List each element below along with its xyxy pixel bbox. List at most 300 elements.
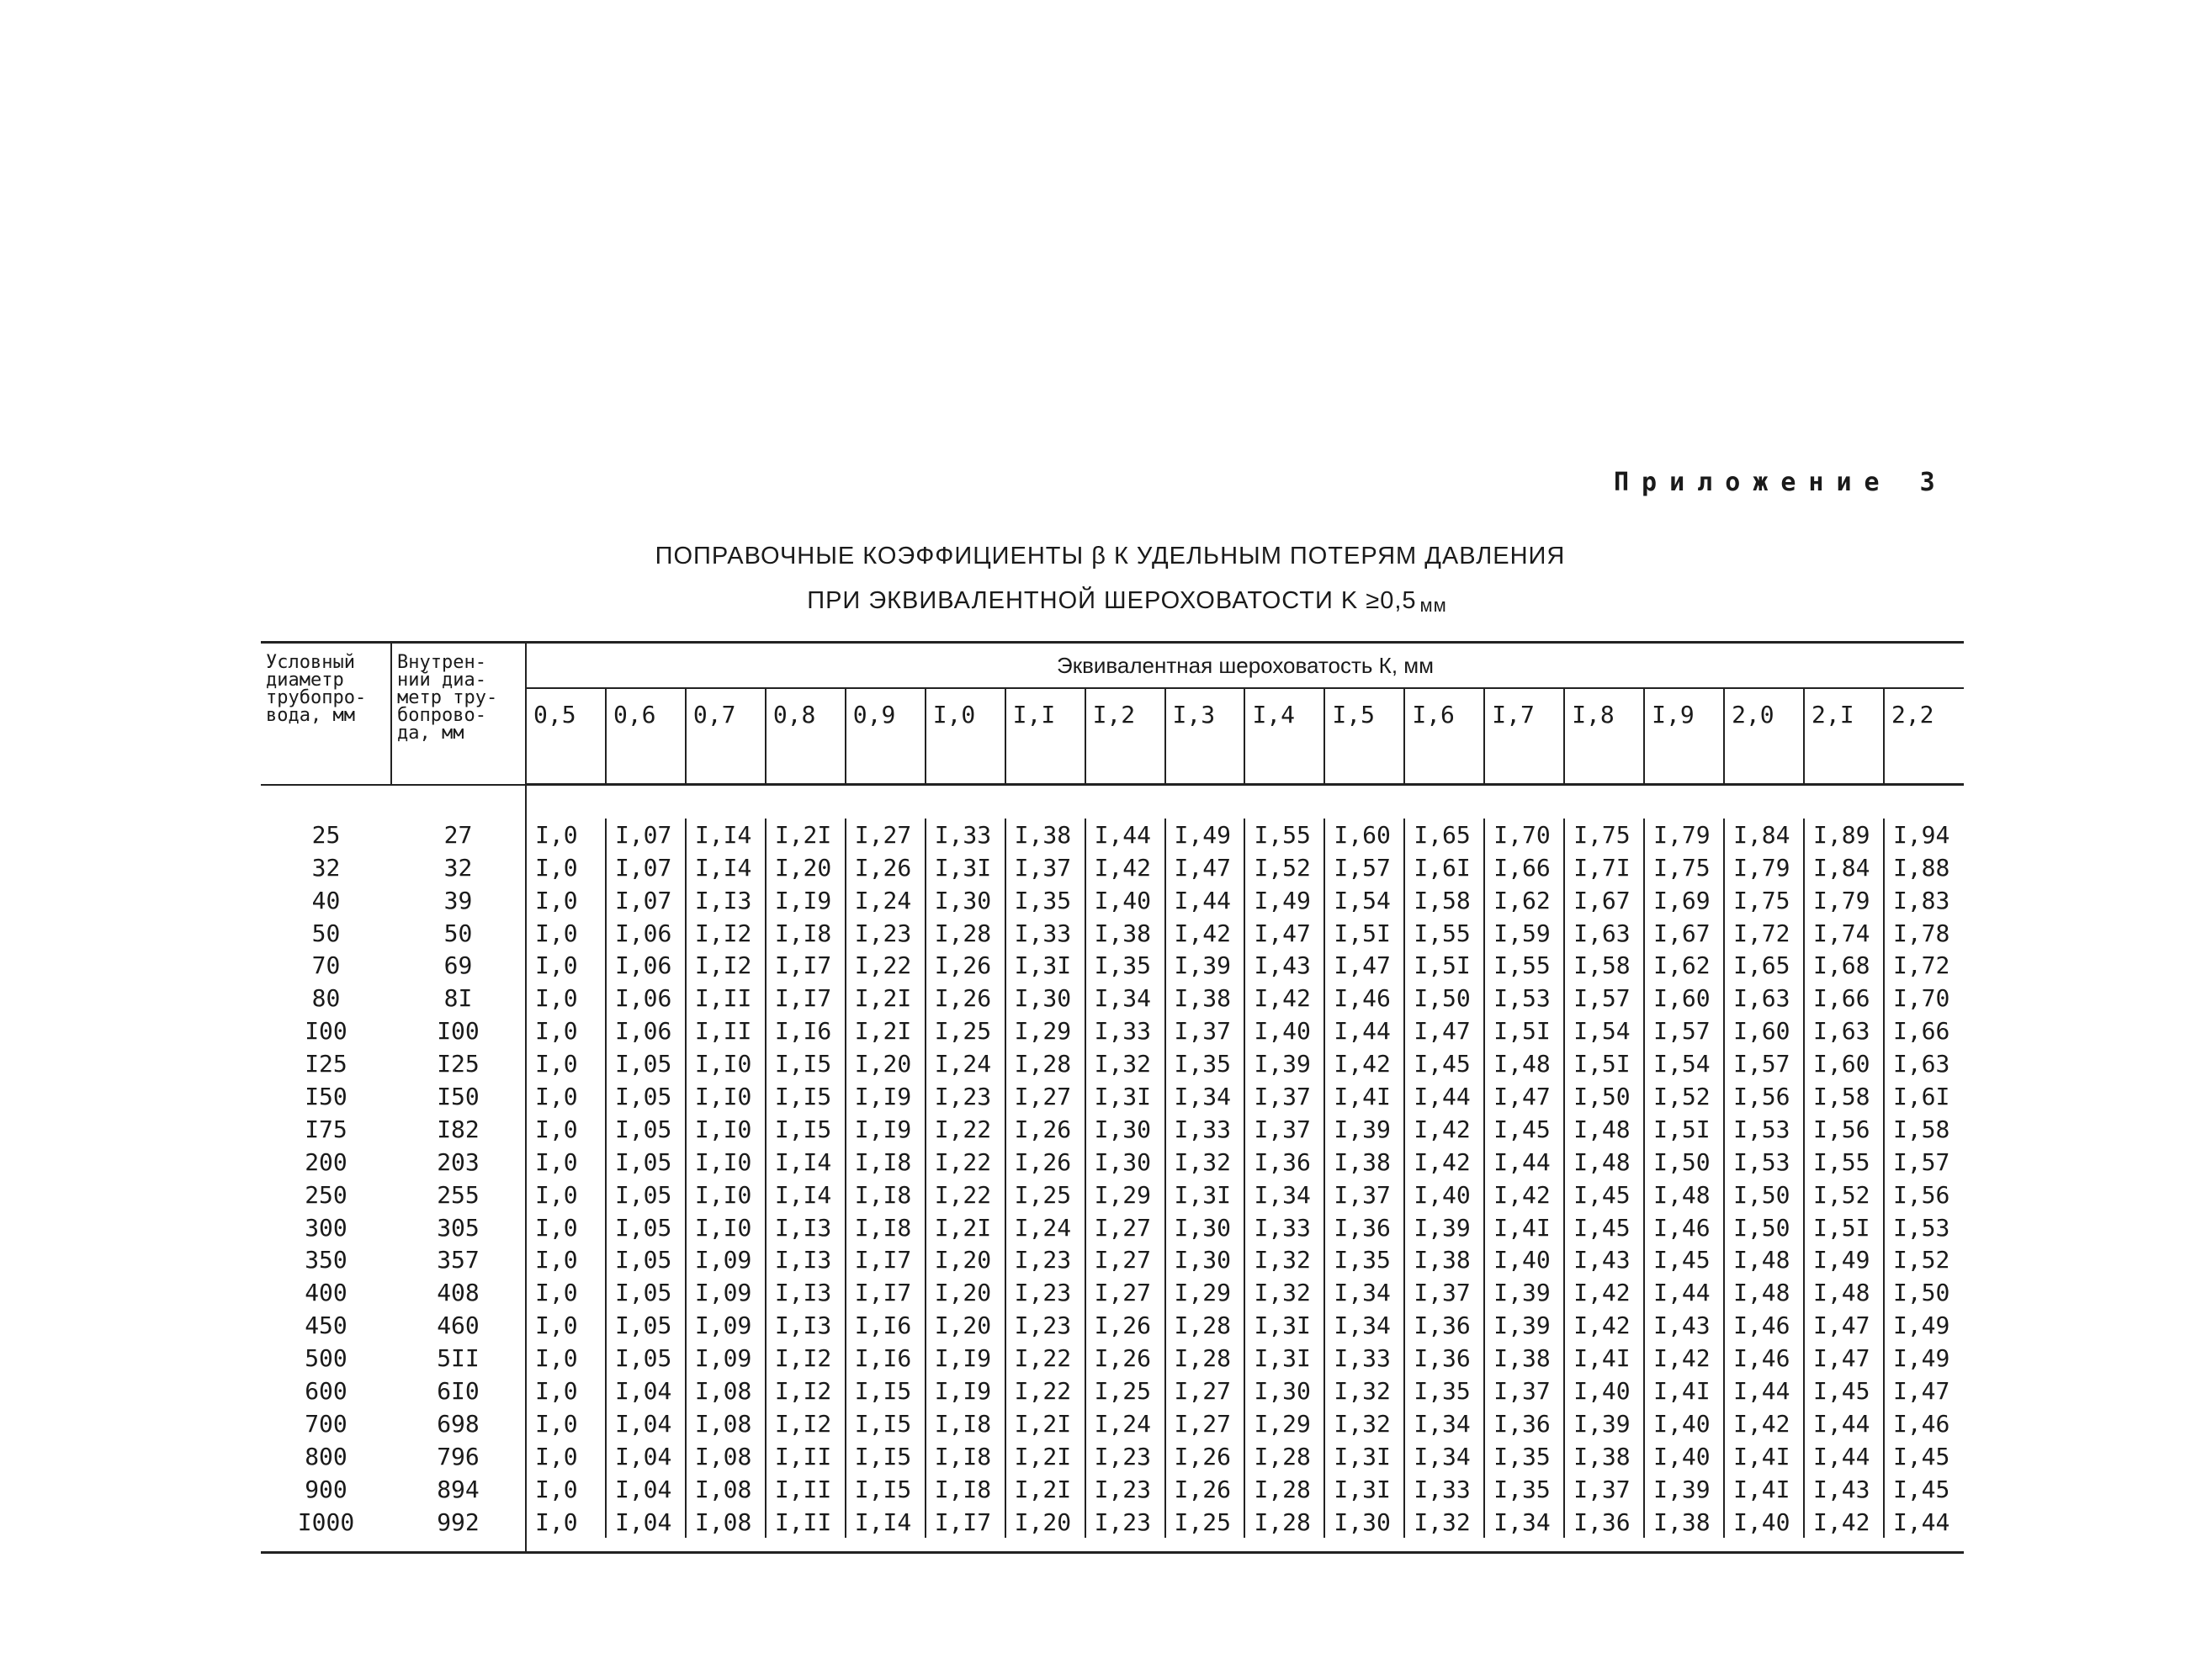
coefficient-cell: I,22 bbox=[1005, 1375, 1085, 1407]
appendix-label: Приложение 3 bbox=[1614, 468, 1948, 497]
header-nominal-diameter-line: Условный bbox=[266, 652, 355, 673]
coefficient-cell: I,5I bbox=[1324, 917, 1404, 950]
coefficient-cell: I,29 bbox=[1244, 1407, 1324, 1440]
coefficient-cell: I,3I bbox=[926, 851, 1005, 884]
coefficient-cell: I,52 bbox=[1644, 1080, 1724, 1113]
coefficient-cell: I,40 bbox=[1484, 1243, 1564, 1276]
header-roughness-group: Эквивалентная шероховатость К, мм bbox=[526, 643, 1964, 689]
coefficient-cell: I,40 bbox=[1404, 1179, 1484, 1211]
coefficient-cell: I,32 bbox=[1324, 1375, 1404, 1407]
nominal-diameter-cell: 32 bbox=[311, 853, 341, 882]
coefficient-cell: I,67 bbox=[1564, 884, 1644, 917]
coefficient-cell: I,42 bbox=[1484, 1179, 1564, 1211]
coefficient-cell: I,I8 bbox=[926, 1440, 1005, 1473]
coefficient-cell: I,I9 bbox=[846, 1080, 926, 1113]
coefficient-cell: I,72 bbox=[1884, 949, 1964, 982]
coefficient-cell: I,26 bbox=[1165, 1473, 1245, 1506]
coefficient-cell: I,43 bbox=[1804, 1473, 1884, 1506]
inner-diameter-cell: 408 bbox=[391, 1276, 526, 1309]
coefficient-cell: I,I5 bbox=[846, 1473, 926, 1506]
coefficient-cell: I,0 bbox=[526, 1407, 606, 1440]
table-row bbox=[261, 1473, 1964, 1506]
coefficient-cell: I,39 bbox=[1404, 1211, 1484, 1244]
coefficient-cell: I,39 bbox=[1165, 949, 1245, 982]
coefficient-cell: I,26 bbox=[1085, 1309, 1165, 1342]
coefficient-cell: I,I3 bbox=[686, 884, 766, 917]
coefficient-cell: I,45 bbox=[1564, 1179, 1644, 1211]
table-row bbox=[261, 1015, 1964, 1047]
coefficient-cell: I,37 bbox=[1244, 1080, 1324, 1113]
coefficient-cell: I,75 bbox=[1644, 851, 1724, 884]
nominal-diameter-cell: 250 bbox=[305, 1180, 347, 1209]
coefficient-cell: I,33 bbox=[1324, 1342, 1404, 1375]
coefficient-cell: I,46 bbox=[1724, 1342, 1804, 1375]
coefficient-cell: I,78 bbox=[1884, 917, 1964, 950]
table-row bbox=[261, 819, 1964, 851]
coefficient-cell: I,39 bbox=[1484, 1276, 1564, 1309]
coefficient-cell: I,4I bbox=[1484, 1211, 1564, 1244]
coefficient-cell: I,0 bbox=[526, 1309, 606, 1342]
header-inner-diameter-line: да, мм bbox=[397, 723, 464, 744]
coefficient-cell: I,63 bbox=[1804, 1015, 1884, 1047]
coefficient-cell: I,56 bbox=[1724, 1080, 1804, 1113]
coefficient-cell: I,42 bbox=[1165, 917, 1245, 950]
coefficient-cell: I,42 bbox=[1724, 1407, 1804, 1440]
coefficient-cell: I,57 bbox=[1884, 1146, 1964, 1179]
coefficient-cell: I,28 bbox=[1165, 1342, 1245, 1375]
table-title-units: мм bbox=[1419, 595, 1447, 616]
coefficient-cell: I,37 bbox=[1244, 1113, 1324, 1146]
inner-diameter-cell: 69 bbox=[391, 949, 526, 982]
coefficient-cell: I,44 bbox=[1644, 1276, 1724, 1309]
coefficient-cell: I,25 bbox=[1165, 1506, 1245, 1539]
coefficient-cell: I,60 bbox=[1324, 819, 1404, 851]
coefficient-cell: I,75 bbox=[1564, 819, 1644, 851]
table-row bbox=[261, 1080, 1964, 1113]
coefficient-cell: I,05 bbox=[606, 1113, 686, 1146]
roughness-header-cell: I,3 bbox=[1165, 688, 1245, 785]
coefficient-cell: I,58 bbox=[1884, 1113, 1964, 1146]
coefficient-cell: I,40 bbox=[1244, 1015, 1324, 1047]
coefficient-cell: I,57 bbox=[1324, 851, 1404, 884]
nominal-diameter-cell: I00 bbox=[305, 1017, 347, 1046]
coefficient-cell: I,28 bbox=[1165, 1309, 1245, 1342]
roughness-header-cell: I,9 bbox=[1644, 688, 1724, 785]
inner-diameter-cell: 8I bbox=[391, 982, 526, 1015]
coefficient-cell: I,25 bbox=[926, 1015, 1005, 1047]
coefficient-cell: I,II bbox=[686, 1015, 766, 1047]
coefficient-cell: I,74 bbox=[1804, 917, 1884, 950]
coefficient-cell: I,5I bbox=[1564, 1047, 1644, 1080]
roughness-header-cell: I,4 bbox=[1244, 688, 1324, 785]
table-row bbox=[261, 1243, 1964, 1276]
coefficient-cell: I,42 bbox=[1324, 1047, 1404, 1080]
coefficient-cell: I,48 bbox=[1644, 1179, 1724, 1211]
coefficient-cell: I,0 bbox=[526, 1440, 606, 1473]
coefficient-cell: I,42 bbox=[1804, 1506, 1884, 1539]
coefficient-cell: I,34 bbox=[1165, 1080, 1245, 1113]
coefficient-cell: I,I4 bbox=[766, 1146, 846, 1179]
coefficient-cell: I,28 bbox=[1005, 1047, 1085, 1080]
coefficient-cell: I,20 bbox=[846, 1047, 926, 1080]
coefficient-cell: I,I5 bbox=[846, 1440, 926, 1473]
nominal-diameter-cell: 500 bbox=[305, 1344, 347, 1373]
coefficient-cell: I,49 bbox=[1165, 819, 1245, 851]
coefficient-cell: I,I4 bbox=[686, 819, 766, 851]
table-row bbox=[261, 949, 1964, 982]
roughness-header-cell: 0,8 bbox=[766, 688, 846, 785]
coefficient-cell: I,44 bbox=[1724, 1375, 1804, 1407]
coefficient-cell: I,3I bbox=[1324, 1473, 1404, 1506]
coefficient-cell: I,I0 bbox=[686, 1179, 766, 1211]
coefficient-cell: I,38 bbox=[1005, 819, 1085, 851]
table-row bbox=[261, 1506, 1964, 1539]
coefficient-cell: I,5I bbox=[1804, 1211, 1884, 1244]
coefficient-cell: I,0 bbox=[526, 1506, 606, 1539]
coefficient-cell: I,38 bbox=[1644, 1506, 1724, 1539]
coefficient-cell: I,50 bbox=[1644, 1146, 1724, 1179]
nominal-diameter-cell: 40 bbox=[311, 886, 341, 914]
coefficient-cell: I,47 bbox=[1804, 1342, 1884, 1375]
coefficient-cell: I,47 bbox=[1165, 851, 1245, 884]
coefficient-cell: I,2I bbox=[926, 1211, 1005, 1244]
coefficient-cell: I,66 bbox=[1884, 1015, 1964, 1047]
coefficient-cell: I,45 bbox=[1804, 1375, 1884, 1407]
nominal-diameter-cell: 200 bbox=[305, 1147, 347, 1176]
coefficient-cell: I,33 bbox=[1244, 1211, 1324, 1244]
coefficient-cell: I,59 bbox=[1484, 917, 1564, 950]
table-row bbox=[261, 1309, 1964, 1342]
coefficient-cell: I,0 bbox=[526, 949, 606, 982]
coefficient-cell: I,I2 bbox=[766, 1375, 846, 1407]
coefficient-cell: I,I4 bbox=[766, 1179, 846, 1211]
coefficient-cell: I,I3 bbox=[766, 1243, 846, 1276]
coefficient-cell: I,35 bbox=[1085, 949, 1165, 982]
coefficient-cell: I,26 bbox=[846, 851, 926, 884]
roughness-header-cell: 2,I bbox=[1804, 688, 1884, 785]
coefficient-cell: I,84 bbox=[1724, 819, 1804, 851]
coefficient-cell: I,3I bbox=[1244, 1309, 1324, 1342]
coefficient-cell: I,I6 bbox=[846, 1309, 926, 1342]
coefficient-cell: I,34 bbox=[1484, 1506, 1564, 1539]
coefficient-cell: I,5I bbox=[1644, 1113, 1724, 1146]
coefficient-cell: I,56 bbox=[1804, 1113, 1884, 1146]
inner-diameter-cell: 796 bbox=[391, 1440, 526, 1473]
coefficient-cell: I,40 bbox=[1644, 1407, 1724, 1440]
coefficient-cell: I,09 bbox=[686, 1243, 766, 1276]
coefficient-cell: I,I6 bbox=[846, 1342, 926, 1375]
coefficient-cell: I,II bbox=[766, 1473, 846, 1506]
coefficient-cell: I,30 bbox=[1165, 1211, 1245, 1244]
coefficient-cell: I,I4 bbox=[686, 851, 766, 884]
coefficient-cell: I,34 bbox=[1324, 1276, 1404, 1309]
coefficient-cell: I,0 bbox=[526, 1243, 606, 1276]
coefficient-cell: I,39 bbox=[1564, 1407, 1644, 1440]
inner-diameter-cell: 305 bbox=[391, 1211, 526, 1244]
inner-diameter-cell: 255 bbox=[391, 1179, 526, 1211]
coefficient-cell: I,0 bbox=[526, 1047, 606, 1080]
coefficient-cell: I,32 bbox=[1244, 1243, 1324, 1276]
coefficient-cell: I,2I bbox=[766, 819, 846, 851]
coefficient-cell: I,37 bbox=[1165, 1015, 1245, 1047]
inner-diameter-cell: 992 bbox=[391, 1506, 526, 1539]
coefficient-cell: I,29 bbox=[1085, 1179, 1165, 1211]
nominal-diameter-cell: 70 bbox=[311, 951, 341, 980]
coefficient-cell: I,75 bbox=[1724, 884, 1804, 917]
table-row bbox=[261, 1047, 1964, 1080]
coefficient-cell: I,37 bbox=[1005, 851, 1085, 884]
coefficient-cell: I,60 bbox=[1644, 982, 1724, 1015]
coefficient-cell: I,20 bbox=[766, 851, 846, 884]
table-row bbox=[261, 1276, 1964, 1309]
coefficient-cell: I,32 bbox=[1404, 1506, 1484, 1539]
coefficient-cell: I,0 bbox=[526, 819, 606, 851]
coefficient-cell: I,0 bbox=[526, 982, 606, 1015]
coefficient-cell: I,23 bbox=[846, 917, 926, 950]
coefficient-cell: I,65 bbox=[1724, 949, 1804, 982]
coefficient-cell: I,47 bbox=[1404, 1015, 1484, 1047]
coefficient-cell: I,I7 bbox=[766, 982, 846, 1015]
coefficient-cell: I,32 bbox=[1244, 1276, 1324, 1309]
table-row bbox=[261, 1211, 1964, 1244]
coefficient-cell: I,07 bbox=[606, 851, 686, 884]
inner-diameter-cell: 5II bbox=[391, 1342, 526, 1375]
roughness-header-cell: 0,9 bbox=[846, 688, 926, 785]
coefficient-cell: I,42 bbox=[1085, 851, 1165, 884]
coefficient-cell: I,I6 bbox=[766, 1015, 846, 1047]
coefficient-cell: I,89 bbox=[1804, 819, 1884, 851]
coefficient-cell: I,I2 bbox=[686, 949, 766, 982]
coefficient-cell: I,36 bbox=[1404, 1342, 1484, 1375]
inner-diameter-cell: 27 bbox=[391, 819, 526, 851]
roughness-header-cell: I,I bbox=[1005, 688, 1085, 785]
coefficient-cell: I,27 bbox=[846, 819, 926, 851]
coefficient-cell: I,26 bbox=[1165, 1440, 1245, 1473]
coefficient-cell: I,46 bbox=[1724, 1309, 1804, 1342]
coefficient-cell: I,0 bbox=[526, 851, 606, 884]
coefficient-cell: I,35 bbox=[1165, 1047, 1245, 1080]
coefficient-cell: I,28 bbox=[1244, 1506, 1324, 1539]
coefficient-cell: I,04 bbox=[606, 1506, 686, 1539]
coefficient-cell: I,28 bbox=[926, 917, 1005, 950]
coefficient-cell: I,83 bbox=[1884, 884, 1964, 917]
coefficient-cell: I,39 bbox=[1324, 1113, 1404, 1146]
nominal-diameter-cell: 50 bbox=[311, 919, 341, 947]
coefficient-cell: I,0 bbox=[526, 1342, 606, 1375]
coefficient-cell: I,48 bbox=[1564, 1146, 1644, 1179]
coefficients-table-wrapper bbox=[261, 641, 1964, 1554]
coefficient-cell: I,38 bbox=[1484, 1342, 1564, 1375]
coefficient-cell: I,48 bbox=[1724, 1243, 1804, 1276]
coefficient-cell: I,I3 bbox=[766, 1211, 846, 1244]
coefficient-cell: I,II bbox=[686, 982, 766, 1015]
coefficient-cell: I,44 bbox=[1804, 1407, 1884, 1440]
coefficient-cell: I,5I bbox=[1404, 949, 1484, 982]
coefficient-cell: I,I2 bbox=[766, 1342, 846, 1375]
inner-diameter-cell: I00 bbox=[391, 1015, 526, 1047]
coefficient-cell: I,50 bbox=[1724, 1211, 1804, 1244]
coefficient-cell: I,22 bbox=[1005, 1342, 1085, 1375]
header-inner-diameter-line: Внутрен- bbox=[397, 652, 486, 673]
coefficient-cell: I,34 bbox=[1324, 1309, 1404, 1342]
nominal-diameter-cell: I25 bbox=[305, 1050, 347, 1078]
coefficient-cell: I,70 bbox=[1884, 982, 1964, 1015]
coefficient-cell: I,30 bbox=[926, 884, 1005, 917]
coefficient-cell: I,I8 bbox=[846, 1146, 926, 1179]
table-body bbox=[261, 785, 1964, 1539]
coefficient-cell: I,50 bbox=[1404, 982, 1484, 1015]
coefficient-cell: I,60 bbox=[1804, 1047, 1884, 1080]
coefficient-cell: I,24 bbox=[926, 1047, 1005, 1080]
coefficient-cell: I,I5 bbox=[846, 1407, 926, 1440]
header-nominal-diameter-line: диаметр bbox=[266, 670, 344, 691]
coefficient-cell: I,34 bbox=[1404, 1407, 1484, 1440]
coefficient-cell: I,44 bbox=[1085, 819, 1165, 851]
coefficient-cell: I,20 bbox=[1005, 1506, 1085, 1539]
coefficient-cell: I,42 bbox=[1244, 982, 1324, 1015]
coefficient-cell: I,06 bbox=[606, 917, 686, 950]
coefficient-cell: I,07 bbox=[606, 819, 686, 851]
coefficient-cell: I,36 bbox=[1244, 1146, 1324, 1179]
coefficient-cell: I,05 bbox=[606, 1047, 686, 1080]
coefficient-cell: I,5I bbox=[1484, 1015, 1564, 1047]
coefficient-cell: I,26 bbox=[926, 982, 1005, 1015]
coefficient-cell: I,0 bbox=[526, 1211, 606, 1244]
coefficient-cell: I,05 bbox=[606, 1276, 686, 1309]
coefficient-cell: I,45 bbox=[1484, 1113, 1564, 1146]
nominal-diameter-cell: 300 bbox=[305, 1213, 347, 1242]
coefficient-cell: I,52 bbox=[1244, 851, 1324, 884]
table-row bbox=[261, 982, 1964, 1015]
coefficient-cell: I,I9 bbox=[846, 1113, 926, 1146]
nominal-diameter-cell: I000 bbox=[297, 1507, 355, 1536]
coefficient-cell: I,04 bbox=[606, 1375, 686, 1407]
coefficient-cell: I,08 bbox=[686, 1440, 766, 1473]
nominal-diameter-cell: 400 bbox=[305, 1279, 347, 1307]
coefficient-cell: I,I7 bbox=[926, 1506, 1005, 1539]
coefficient-cell: I,35 bbox=[1005, 884, 1085, 917]
coefficient-cell: I,36 bbox=[1324, 1211, 1404, 1244]
coefficient-cell: I,46 bbox=[1644, 1211, 1724, 1244]
coefficient-cell: I,44 bbox=[1884, 1506, 1964, 1539]
coefficient-cell: I,08 bbox=[686, 1506, 766, 1539]
coefficient-cell: I,0 bbox=[526, 1276, 606, 1309]
inner-diameter-cell: 50 bbox=[391, 917, 526, 950]
coefficient-cell: I,37 bbox=[1484, 1375, 1564, 1407]
coefficient-cell: I,49 bbox=[1884, 1342, 1964, 1375]
coefficient-cell: I,33 bbox=[1005, 917, 1085, 950]
coefficient-cell: I,08 bbox=[686, 1375, 766, 1407]
coefficient-cell: I,35 bbox=[1404, 1375, 1484, 1407]
nominal-diameter-cell: I75 bbox=[305, 1115, 347, 1143]
coefficient-cell: I,36 bbox=[1404, 1309, 1484, 1342]
coefficient-cell: I,05 bbox=[606, 1080, 686, 1113]
coefficient-cell: I,I0 bbox=[686, 1211, 766, 1244]
header-inner-diameter-line: ний диа- bbox=[397, 670, 486, 691]
coefficient-cell: I,32 bbox=[1085, 1047, 1165, 1080]
coefficient-cell: I,37 bbox=[1404, 1276, 1484, 1309]
coefficient-cell: I,52 bbox=[1884, 1243, 1964, 1276]
coefficient-cell: I,50 bbox=[1724, 1179, 1804, 1211]
coefficient-cell: I,39 bbox=[1644, 1473, 1724, 1506]
coefficient-cell: I,I7 bbox=[846, 1243, 926, 1276]
coefficient-cell: I,53 bbox=[1484, 982, 1564, 1015]
coefficient-cell: I,I0 bbox=[686, 1113, 766, 1146]
coefficient-cell: I,53 bbox=[1724, 1113, 1804, 1146]
coefficient-cell: I,47 bbox=[1484, 1080, 1564, 1113]
coefficient-cell: I,2I bbox=[1005, 1473, 1085, 1506]
table-title-line-1: ПОПРАВОЧНЫЕ КОЭФФИЦИЕНТЫ β К УДЕЛЬНЫМ ПОТЕРЯМ ДАВЛЕНИЯ bbox=[655, 543, 1566, 570]
coefficient-cell: I,38 bbox=[1085, 917, 1165, 950]
inner-diameter-cell: 894 bbox=[391, 1473, 526, 1506]
inner-diameter-cell: 6I0 bbox=[391, 1375, 526, 1407]
coefficient-cell: I,05 bbox=[606, 1342, 686, 1375]
coefficient-cell: I,36 bbox=[1564, 1506, 1644, 1539]
coefficient-cell: I,43 bbox=[1244, 949, 1324, 982]
coefficient-cell: I,44 bbox=[1324, 1015, 1404, 1047]
coefficient-cell: I,28 bbox=[1244, 1473, 1324, 1506]
coefficient-cell: I,68 bbox=[1804, 949, 1884, 982]
coefficient-cell: I,24 bbox=[1005, 1211, 1085, 1244]
coefficient-cell: I,20 bbox=[926, 1309, 1005, 1342]
coefficient-cell: I,23 bbox=[1085, 1473, 1165, 1506]
coefficient-cell: I,0 bbox=[526, 884, 606, 917]
coefficient-cell: I,20 bbox=[926, 1243, 1005, 1276]
coefficient-cell: I,I8 bbox=[846, 1211, 926, 1244]
coefficient-cell: I,I9 bbox=[766, 884, 846, 917]
coefficient-cell: I,69 bbox=[1644, 884, 1724, 917]
coefficient-cell: I,3I bbox=[1244, 1342, 1324, 1375]
coefficient-cell: I,0 bbox=[526, 1473, 606, 1506]
coefficient-cell: I,53 bbox=[1884, 1211, 1964, 1244]
header-nominal-diameter-line: трубопро- bbox=[266, 687, 367, 708]
coefficient-cell: I,57 bbox=[1564, 982, 1644, 1015]
coefficient-cell: I,33 bbox=[1165, 1113, 1245, 1146]
coefficient-cell: I,58 bbox=[1564, 949, 1644, 982]
table-row bbox=[261, 1113, 1964, 1146]
coefficient-cell: I,34 bbox=[1244, 1179, 1324, 1211]
coefficient-cell: I,0 bbox=[526, 1015, 606, 1047]
coefficient-cell: I,0 bbox=[526, 1179, 606, 1211]
coefficient-cell: I,37 bbox=[1324, 1179, 1404, 1211]
nominal-diameter-cell: 450 bbox=[305, 1311, 347, 1340]
coefficient-cell: I,54 bbox=[1324, 884, 1404, 917]
coefficient-cell: I,27 bbox=[1085, 1276, 1165, 1309]
coefficient-cell: I,I5 bbox=[846, 1375, 926, 1407]
coefficient-cell: I,09 bbox=[686, 1276, 766, 1309]
coefficient-cell: I,32 bbox=[1324, 1407, 1404, 1440]
coefficient-cell: I,40 bbox=[1644, 1440, 1724, 1473]
coefficient-cell: I,94 bbox=[1884, 819, 1964, 851]
coefficient-cell: I,25 bbox=[1005, 1179, 1085, 1211]
coefficient-cell: I,3I bbox=[1005, 949, 1085, 982]
coefficient-cell: I,4I bbox=[1324, 1080, 1404, 1113]
coefficient-cell: I,44 bbox=[1804, 1440, 1884, 1473]
coefficient-cell: I,62 bbox=[1644, 949, 1724, 982]
coefficient-cell: I,I0 bbox=[686, 1080, 766, 1113]
coefficient-cell: I,40 bbox=[1085, 884, 1165, 917]
coefficient-cell: I,66 bbox=[1804, 982, 1884, 1015]
coefficient-cell: I,47 bbox=[1884, 1375, 1964, 1407]
roughness-header-cell: 0,6 bbox=[606, 688, 686, 785]
coefficient-cell: I,42 bbox=[1564, 1309, 1644, 1342]
coefficient-cell: I,66 bbox=[1484, 851, 1564, 884]
table-row bbox=[261, 1342, 1964, 1375]
inner-diameter-cell: 460 bbox=[391, 1309, 526, 1342]
nominal-diameter-cell: I50 bbox=[305, 1082, 347, 1110]
coefficient-cell: I,27 bbox=[1165, 1375, 1245, 1407]
coefficient-cell: I,37 bbox=[1564, 1473, 1644, 1506]
